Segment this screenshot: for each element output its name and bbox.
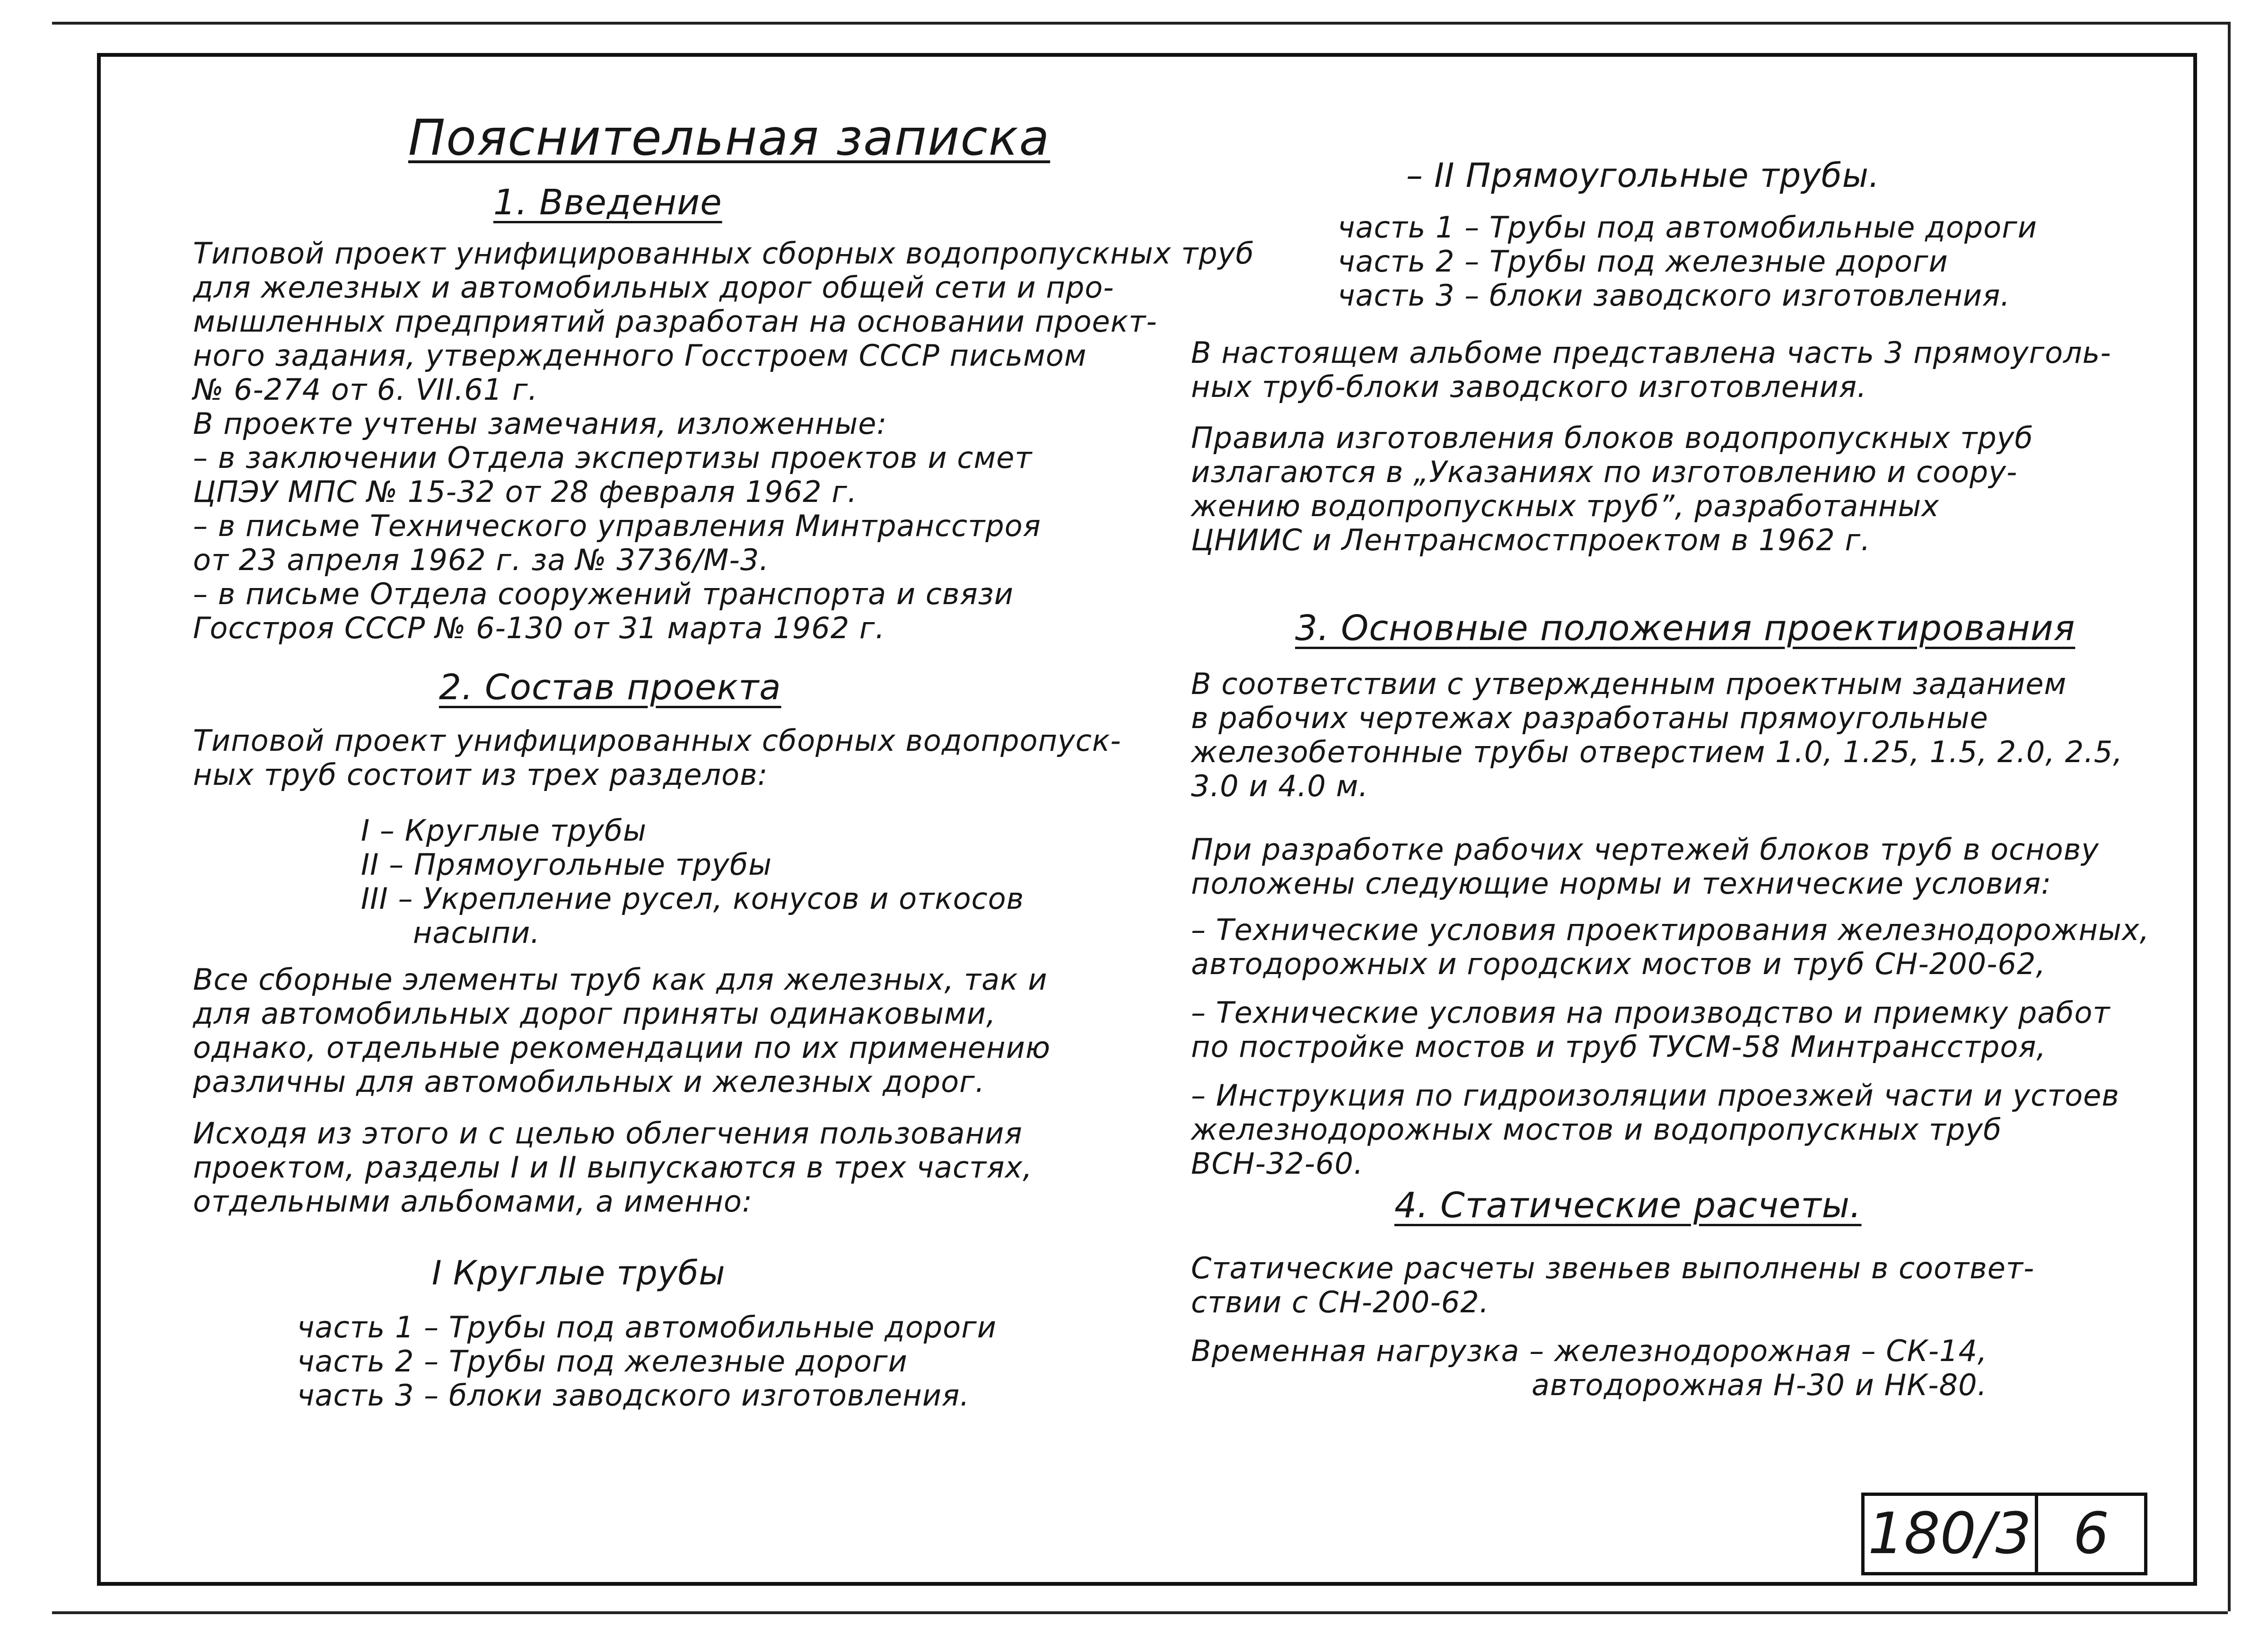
norm-line: по постройке мостов и труб ТУСМ-58 Минтрансстроя,: [1191, 1029, 2047, 1064]
rules-line: жению водопропускных труб”, разработанных: [1191, 489, 1940, 523]
intro-line: ЦПЭУ МПС № 15-32 от 28 февраля 1962 г.: [193, 474, 858, 509]
norm-line: железнодорожных мостов и водопропускных труб: [1191, 1112, 2002, 1147]
intro-line: мышленных предприятий разработан на основании проект-: [193, 304, 1157, 339]
intro-line: от 23 апреля 1962 г. за № 3736/М-3.: [193, 543, 770, 577]
design-line: положены следующие нормы и технические условия:: [1191, 866, 2052, 901]
rect-part-item: часть 2 – Трубы под железные дороги: [1338, 244, 1948, 279]
elements-line: для автомобильных дорог приняты одинаковыми,: [193, 996, 996, 1031]
album-line: ных труб-блоки заводского изготовления.: [1191, 369, 1867, 404]
page-bottom-rule: [52, 1611, 2228, 1614]
round-part-item: часть 1 – Трубы под автомобильные дороги: [297, 1310, 997, 1344]
design-line: железобетонные трубы отверстием 1.0, 1.25, 1.5, 2.0, 2.5,: [1191, 735, 2123, 769]
section-item: I – Круглые трубы: [361, 813, 647, 848]
rules-line: излагаются в „Указаниях по изготовлению и соору-: [1191, 455, 2018, 489]
static-line: Статические расчеты звеньев выполнены в соответ-: [1191, 1251, 2035, 1285]
releases-line: проектом, разделы I и II выпускаются в трех частях,: [193, 1150, 1033, 1185]
elements-line: однако, отдельные рекомендации по их применению: [193, 1030, 1051, 1065]
static-paragraph: [1191, 1251, 2034, 1319]
rect-pipes-heading: – II Прямоугольные трубы.: [1406, 156, 1880, 195]
intro-line: В проекте учтены замечания, изложенные:: [193, 406, 887, 441]
album-paragraph: [1191, 336, 2111, 404]
rect-part-item: часть 3 – блоки заводского изготовления.: [1338, 278, 2011, 313]
static-line: ствии с СН-200-62.: [1191, 1285, 1489, 1319]
intro-line: – в заключении Отдела экспертизы проектов и смет: [193, 440, 1033, 475]
rect-parts-list: [1338, 211, 2037, 313]
composition-line: Типовой проект унифицированных сборных водопропуск-: [193, 723, 1121, 758]
norm-item-1: [1191, 913, 2149, 981]
elements-line: Все сборные элементы труб как для железных, так и: [193, 962, 1048, 997]
intro-line: – в письме Отдела сооружений транспорта и связи: [193, 577, 1014, 611]
norm-line: – Технические условия на производство и приемку работ: [1191, 995, 2110, 1030]
releases-line: отдельными альбомами, а именно:: [193, 1184, 753, 1219]
sheet-number: 6: [2073, 1501, 2110, 1567]
design-line: в рабочих чертежах разработаны прямоугольные: [1191, 701, 1988, 735]
intro-line: № 6-274 от 6. VII.61 г.: [193, 372, 538, 407]
elements-paragraph: [193, 963, 1051, 1099]
norm-line: ВСН-32-60.: [1191, 1146, 1364, 1181]
norm-line: автодорожных и городских мостов и труб СН-200-62,: [1191, 947, 2046, 981]
design-heading: 3. Основные положения проектирования: [1295, 608, 2075, 649]
section-item: II – Прямоугольные трубы: [361, 847, 772, 882]
round-parts-list: [297, 1310, 997, 1413]
round-pipes-heading: I Круглые трубы: [432, 1254, 726, 1292]
elements-line: различны для автомобильных и железных дорог.: [193, 1064, 985, 1099]
design-line: 3.0 и 4.0 м.: [1191, 769, 1369, 803]
design-paragraph-2: [1191, 833, 2099, 901]
section-item: III – Укрепление русел, конусов и откосов: [361, 881, 1025, 916]
rules-line: ЦНИИС и Лентрансмостпроектом в 1962 г.: [1191, 523, 1871, 557]
drawing-frame: [97, 53, 2197, 1586]
load-line: Временная нагрузка – железнодорожная – СК-14,: [1191, 1334, 1988, 1368]
load-paragraph: [1191, 1334, 1988, 1402]
static-heading: 4. Статические расчеты.: [1394, 1185, 1862, 1226]
sections-list: [361, 814, 1024, 950]
album-code: 180/3: [1865, 1496, 2038, 1572]
page-right-rule: [2228, 22, 2231, 1611]
section-item-cont: насыпи.: [413, 915, 541, 950]
design-line: В соответствии с утвержденным проектным заданием: [1191, 667, 2067, 701]
norm-item-3: [1191, 1079, 2119, 1181]
load-line: автодорожная Н-30 и НК-80.: [1532, 1368, 1988, 1402]
rules-paragraph: [1191, 421, 2033, 557]
album-line: В настоящем альбоме представлена часть 3 прямоуголь-: [1191, 335, 2111, 370]
design-paragraph-1: [1191, 667, 2123, 803]
releases-paragraph: [193, 1116, 1033, 1219]
design-line: При разработке рабочих чертежей блоков труб в основу: [1191, 832, 2099, 867]
intro-line: Типовой проект унифицированных сборных водопропускных труб: [193, 236, 1254, 271]
norm-line: – Инструкция по гидроизоляции проезжей части и устоев: [1191, 1078, 2119, 1113]
norm-item-2: [1191, 996, 2110, 1064]
round-part-item: часть 3 – блоки заводского изготовления.: [297, 1378, 970, 1413]
page-top-rule: [52, 22, 2228, 25]
intro-heading: 1. Введение: [493, 182, 722, 223]
intro-line: для железных и автомобильных дорог общей сети и про-: [193, 270, 1114, 305]
title-stamp: [1861, 1493, 2147, 1575]
intro-line: Госстроя СССР № 6-130 от 31 марта 1962 г.: [193, 611, 885, 645]
intro-line: ного задания, утвержденного Госстроем СССР письмом: [193, 338, 1087, 373]
intro-text: [193, 237, 1254, 645]
composition-intro: [193, 724, 1121, 792]
rules-line: Правила изготовления блоков водопропускных труб: [1191, 421, 2033, 455]
rect-part-item: часть 1 – Трубы под автомобильные дороги: [1338, 210, 2038, 245]
intro-line: – в письме Технического управления Минтрансстроя: [193, 509, 1041, 543]
round-part-item: часть 2 – Трубы под железные дороги: [297, 1344, 908, 1379]
composition-heading: 2. Состав проекта: [439, 667, 781, 708]
norm-line: – Технические условия проектирования железнодорожных,: [1191, 913, 2150, 947]
document-title: Пояснительная записка: [408, 109, 1051, 167]
releases-line: Исходя из этого и с целью облегчения пользования: [193, 1116, 1023, 1151]
composition-line: ных труб состоит из трех разделов:: [193, 757, 768, 792]
